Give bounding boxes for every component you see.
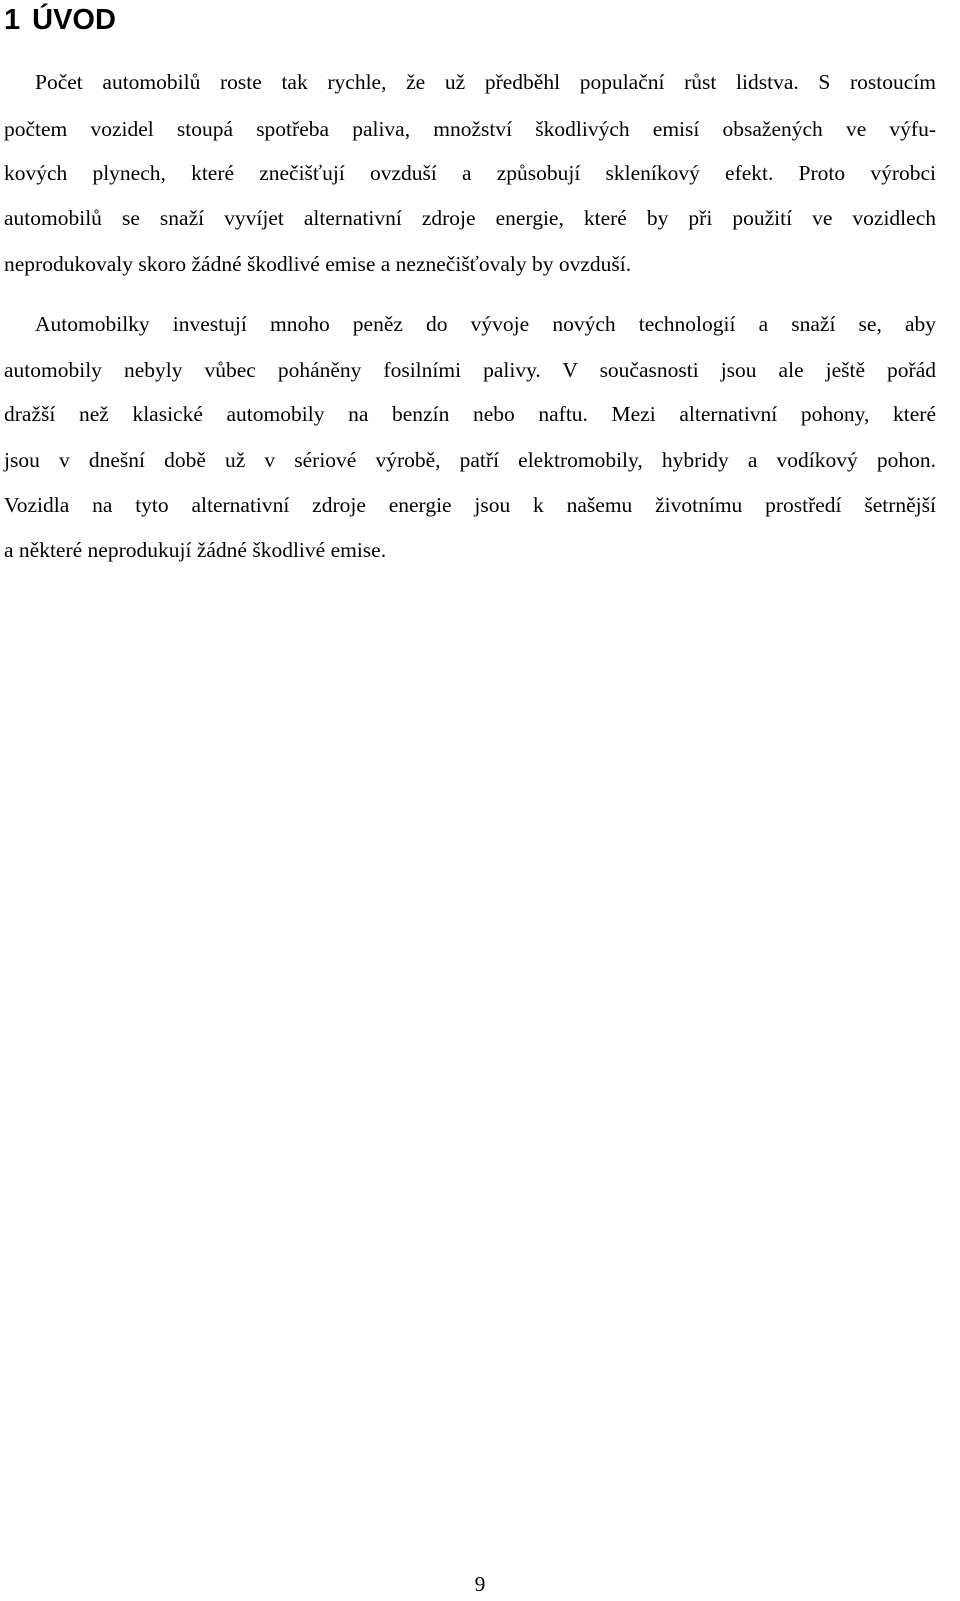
paragraph-2-line-6: a některé neprodukují žádné škodlivé emise. bbox=[4, 538, 387, 562]
paragraph-2-line-5: Vozidla na tyto alternativní zdroje energie jsou k našemu životnímu prostředí šetrnější bbox=[4, 493, 936, 517]
paragraph-1-line-3: kových plynech, které znečišťují ovzduší a způsobují skleníkový efekt. Proto výrobci bbox=[4, 161, 936, 185]
paragraph-2-line-3: dražší než klasické automobily na benzín nebo naftu. Mezi alternativní pohony, které bbox=[4, 402, 936, 426]
paragraph-2-line-2: automobily nebyly vůbec poháněny fosilními palivy. V současnosti jsou ale ještě pořád bbox=[4, 358, 936, 382]
page-number: 9 bbox=[474, 1572, 486, 1596]
paragraph-1-line-1: Počet automobilů roste tak rychle, že už předběhl populační růst lidstva. S rostoucím bbox=[35, 70, 936, 94]
paragraph-2-line-1: Automobilky investují mnoho peněz do vývoje nových technologií a snaží se, aby bbox=[35, 312, 936, 336]
chapter-heading bbox=[4, 2, 116, 38]
paragraph-2-line-4: jsou v dnešní době už v sériové výrobě, patří elektromobily, hybridy a vodíkový pohon. bbox=[4, 448, 936, 472]
chapter-number: 1 bbox=[4, 4, 21, 36]
paragraph-1-line-2: počtem vozidel stoupá spotřeba paliva, množství škodlivých emisí obsažených ve výfu- bbox=[4, 117, 936, 141]
paragraph-1-line-4: automobilů se snaží vyvíjet alternativní zdroje energie, které by při použití ve vozidlech bbox=[4, 206, 936, 230]
chapter-title: ÚVOD bbox=[32, 4, 116, 36]
paragraph-1-line-5: neprodukovaly skoro žádné škodlivé emise a neznečišťovaly by ovzduší. bbox=[4, 252, 632, 276]
